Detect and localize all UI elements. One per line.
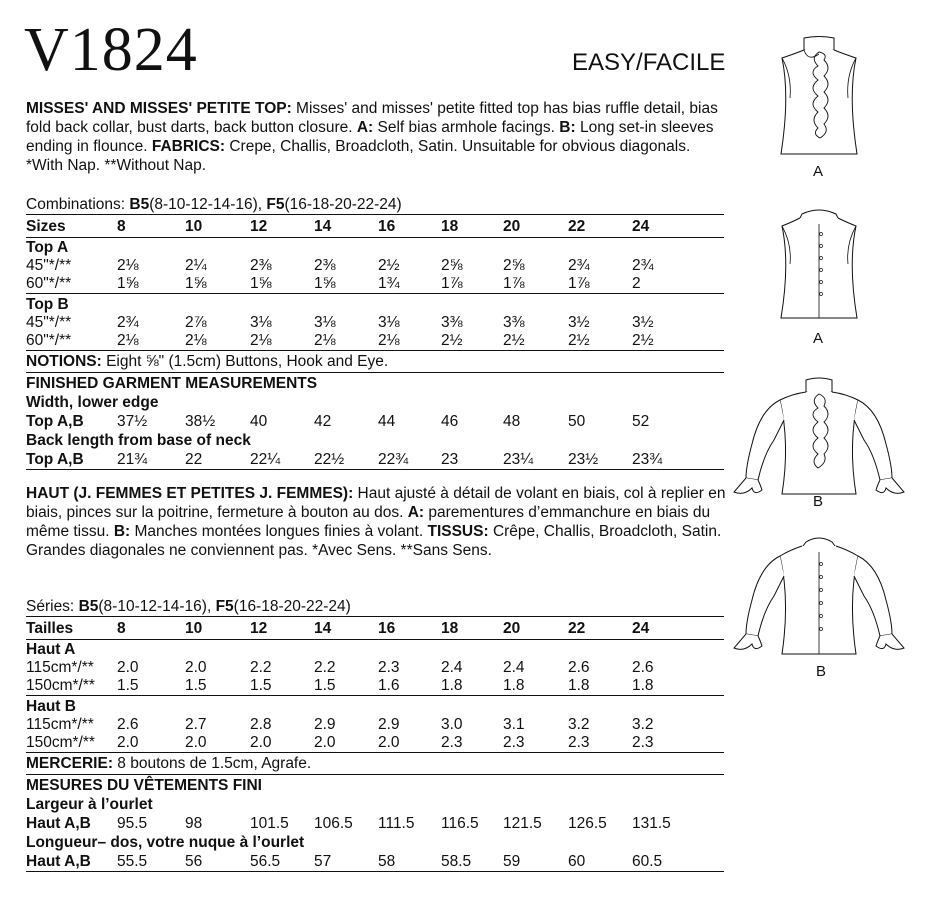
table-cell: 2 [632,275,641,292]
table-cell: 2¾ [568,257,590,274]
row-label: Top A,B [26,451,84,468]
table-cell: 16 [378,218,396,235]
table-cell: 1.5 [117,677,139,694]
description-text: parementures d’emmanchure en biais du même tissu. [26,504,711,540]
table-rule [26,774,724,775]
notions-text: Eight ⅝" (1.5cm) Buttons, Hook and Eye. [101,353,389,370]
table-cell: 2⅝ [441,257,463,274]
table-cell: 10 [185,620,203,637]
combination-code: F5 [215,598,234,615]
table-cell: 1⅞ [441,275,463,292]
table-cell: 48 [503,413,521,430]
row-label: Longueur– dos, votre nuque à l’ourlet [26,834,305,851]
measurement-heading [26,431,731,450]
notions-line [26,352,388,371]
row-label: Haut A [26,641,76,658]
table-cell: 1¾ [378,275,400,292]
notions-label: MERCERIE: [26,755,113,772]
view-heading [26,640,731,659]
table-cell: 95.5 [117,815,148,832]
description-bold: A: [356,119,374,136]
yardage-row [26,676,731,695]
row-label: MESURES DU VÊTEMENTS FINI [26,777,262,794]
table-cell: 50 [568,413,586,430]
table-rule [26,616,724,617]
table-cell: 3⅛ [378,314,400,331]
pattern-number: V1824 [24,16,198,84]
combination-sizes: (8-10-12-14-16), [149,196,263,213]
table-cell: 1.8 [632,677,654,694]
table-cell: 1.8 [568,677,590,694]
row-label: Sizes [26,218,66,235]
table-cell: 3.1 [503,716,525,733]
table-cell: 1⅞ [568,275,590,292]
table-cell: 2.2 [250,659,272,676]
table-cell: 3½ [568,314,590,331]
description-text: Long set-in sleeves ending in flounce. [26,119,714,155]
description-text: Self bias armhole facings. [373,119,560,136]
table-cell: 2.6 [568,659,590,676]
combinations-french [26,597,351,616]
table-cell: 2.2 [314,659,336,676]
table-cell: 2⅜ [314,257,336,274]
table-cell: 3⅜ [441,314,463,331]
row-label: Top A [26,239,69,256]
row-label: 115cm*/** [26,659,94,676]
table-cell: 24 [632,620,650,637]
table-cell: 12 [250,218,268,235]
combinations-english [26,195,402,214]
table-cell: 23¾ [632,451,663,468]
table-cell: 2½ [441,332,463,349]
table-cell: 2.8 [250,716,272,733]
table-cell: 2.0 [117,659,139,676]
row-label: Back length from base of neck [26,432,251,449]
table-rule [26,871,724,872]
table-cell: 3.2 [568,716,590,733]
table-cell: 131.5 [632,815,671,832]
measurement-row [26,450,731,469]
table-cell: 2.0 [185,659,207,676]
table-cell: 44 [378,413,396,430]
table-cell: 2.3 [568,734,590,751]
yardage-row [26,715,731,734]
table-cell: 2¼ [185,257,207,274]
table-cell: 2.3 [632,734,654,751]
description-bold: B: [113,523,131,540]
table-rule [26,372,724,373]
combination-sizes: (16-18-20-22-24) [233,598,351,615]
combination-sizes: (16-18-20-22-24) [284,196,402,213]
description-text: Misses' and misses' petite fitted top has bias ruffle detail, bias fold back collar, bust darts, back button closure. [26,100,718,136]
table-cell: 1.5 [250,677,272,694]
table-cell: 22¼ [250,451,281,468]
view-label: B [812,493,823,510]
row-label: Top A,B [26,413,84,430]
yardage-row [26,274,731,293]
description-bold: FABRICS: [151,138,226,155]
table-cell: 22 [185,451,203,468]
table-cell: 2.0 [314,734,336,751]
table-rule [26,293,724,294]
table-rule [26,469,724,470]
table-cell: 21¾ [117,451,148,468]
table-rule [26,214,724,215]
row-label: 150cm*/** [26,677,95,694]
table-cell: 14 [314,218,332,235]
table-cell: 2⅛ [378,332,400,349]
table-cell: 22¾ [378,451,409,468]
view-b-back-sketch [730,530,906,658]
yardage-row [26,331,731,350]
table-cell: 22 [568,620,586,637]
table-cell: 2.3 [441,734,463,751]
table-cell: 58 [378,853,396,870]
view-heading [26,697,731,716]
table-cell: 2.0 [117,734,139,751]
table-cell: 2¾ [632,257,654,274]
description-bold: HAUT (J. FEMMES ET PETITES J. FEMMES): [26,485,354,502]
table-cell: 16 [378,620,396,637]
table-cell: 2½ [503,332,525,349]
row-label: 60"*/** [26,332,72,349]
table-cell: 2.6 [117,716,139,733]
combination-code: B5 [78,598,99,615]
table-cell: 2.0 [378,734,400,751]
row-label: 45"*/** [26,257,72,274]
view-heading [26,238,731,257]
table-cell: 3½ [632,314,654,331]
table-cell: 2.7 [185,716,207,733]
row-label: Haut B [26,698,76,715]
table-cell: 1⅝ [314,275,336,292]
row-label: 115cm*/** [26,716,94,733]
notions-line [26,754,311,773]
difficulty-label: EASY/FACILE [572,49,726,76]
table-cell: 1.5 [185,677,207,694]
table-cell: 2.6 [632,659,654,676]
row-label: Haut A,B [26,815,91,832]
table-cell: 111.5 [378,815,415,832]
measurement-row [26,852,731,871]
description-text: Manches montées longues finies à volant. [130,523,428,540]
table-cell: 2⅛ [117,257,139,274]
yardage-row [26,313,731,332]
combination-code: B5 [129,196,150,213]
yardage-row [26,733,731,752]
row-label: 45"*/** [26,314,72,331]
table-cell: 22½ [314,451,345,468]
table-rule [26,695,724,696]
view-label: A [812,330,823,347]
view-a-back-sketch [778,204,860,322]
table-cell: 1.6 [378,677,400,694]
table-cell: 2.3 [503,734,525,751]
yardage-row [26,658,731,677]
combination-sizes: (8-10-12-14-16), [98,598,212,615]
table-cell: 56 [185,853,203,870]
table-cell: 2⅛ [250,332,272,349]
table-cell: 60.5 [632,853,663,870]
table-cell: 2½ [568,332,590,349]
table-cell: 2⅞ [185,314,207,331]
table-cell: 55.5 [117,853,148,870]
table-cell: 20 [503,620,521,637]
table-cell: 2½ [378,257,400,274]
table-cell: 2⅛ [314,332,336,349]
table-cell: 2.9 [378,716,400,733]
combinations-label: Séries: [26,598,75,615]
table-cell: 121.5 [503,815,542,832]
table-cell: 101.5 [250,815,289,832]
table-cell: 2⅜ [250,257,272,274]
table-cell: 3⅜ [503,314,525,331]
sizes-header-row [26,217,731,236]
sizes-header-row [26,619,731,638]
table-cell: 2.9 [314,716,336,733]
table-cell: 1⅝ [117,275,139,292]
table-cell: 59 [503,853,521,870]
table-cell: 1.8 [503,677,525,694]
table-cell: 3.2 [632,716,654,733]
view-label: A [812,163,823,180]
table-cell: 24 [632,218,650,235]
table-cell: 1⅝ [185,275,207,292]
notions-label: NOTIONS: [26,353,102,370]
table-cell: 116.5 [441,815,479,832]
table-cell: 58.5 [441,853,472,870]
table-cell: 98 [185,815,203,832]
notions-text: 8 boutons de 1.5cm, Agrafe. [112,755,312,772]
table-cell: 106.5 [314,815,353,832]
view-label: B [815,663,826,680]
measurement-row [26,412,731,431]
table-cell: 46 [441,413,459,430]
combinations-label: Combinations: [26,196,126,213]
measurement-heading [26,795,731,814]
view-b-front-sketch [730,374,906,498]
table-cell: 1.5 [314,677,336,694]
table-cell: 1⅝ [250,275,272,292]
table-cell: 37½ [117,413,148,430]
description-english [26,99,731,175]
row-label: Top B [26,296,69,313]
row-label: 60"*/** [26,275,72,292]
table-cell: 2¾ [117,314,139,331]
description-bold: A: [407,504,425,521]
table-cell: 52 [632,413,650,430]
measurement-row [26,814,731,833]
table-cell: 2.0 [185,734,207,751]
table-cell: 23½ [568,451,599,468]
view-heading [26,295,731,314]
table-cell: 14 [314,620,332,637]
table-cell: 18 [441,218,459,235]
table-rule [26,350,724,351]
description-text: Crêpe, Challis, Broadcloth, Satin. Grandes diagonales ne conviennent pas. *Avec Sens. **Sans Sens. [26,523,722,559]
table-cell: 3.0 [441,716,463,733]
measurement-heading [26,393,731,412]
description-bold: B: [559,119,576,136]
row-label: Largeur à l’ourlet [26,796,153,813]
row-label: 150cm*/** [26,734,95,751]
yardage-row [26,256,731,275]
table-cell: 3⅛ [250,314,272,331]
table-cell: 8 [117,620,126,637]
table-cell: 8 [117,218,126,235]
table-cell: 2⅛ [185,332,207,349]
description-bold: MISSES' AND MISSES' PETITE TOP: [26,100,292,117]
finished-title [26,374,731,393]
table-cell: 57 [314,853,332,870]
table-cell: 38½ [185,413,216,430]
description-french [26,484,731,560]
table-cell: 2½ [632,332,654,349]
row-label: FINISHED GARMENT MEASUREMENTS [26,375,318,392]
table-cell: 1⅞ [503,275,525,292]
table-cell: 60 [568,853,586,870]
description-text: Crepe, Challis, Broadcloth, Satin. Unsuitable for obvious diagonals. *With Nap. **Without Nap. [26,138,691,174]
table-cell: 42 [314,413,332,430]
finished-title [26,776,731,795]
table-cell: 23 [441,451,459,468]
table-cell: 2.4 [503,659,525,676]
view-a-front-sketch [778,36,860,158]
combination-code: F5 [266,196,285,213]
table-cell: 20 [503,218,521,235]
table-cell: 1.8 [441,677,463,694]
table-cell: 18 [441,620,459,637]
table-cell: 22 [568,218,586,235]
row-label: Haut A,B [26,853,91,870]
description-text: Haut ajusté à détail de volant en biais, col à replier en biais, pinces sur la poitrine, fermeture à bouton au dos. [26,485,726,521]
table-cell: 3⅛ [314,314,336,331]
table-cell: 126.5 [568,815,607,832]
description-bold: TISSUS: [427,523,489,540]
table-cell: 12 [250,620,268,637]
table-cell: 40 [250,413,268,430]
table-cell: 2.3 [378,659,400,676]
row-label: Width, lower edge [26,394,159,411]
row-label: Tailles [26,620,74,637]
table-cell: 10 [185,218,203,235]
table-cell: 2.0 [250,734,272,751]
measurement-heading [26,833,731,852]
table-cell: 2.4 [441,659,463,676]
table-rule [26,752,724,753]
table-cell: 23¼ [503,451,534,468]
table-cell: 56.5 [250,853,281,870]
table-cell: 2⅝ [503,257,525,274]
table-cell: 2⅛ [117,332,139,349]
